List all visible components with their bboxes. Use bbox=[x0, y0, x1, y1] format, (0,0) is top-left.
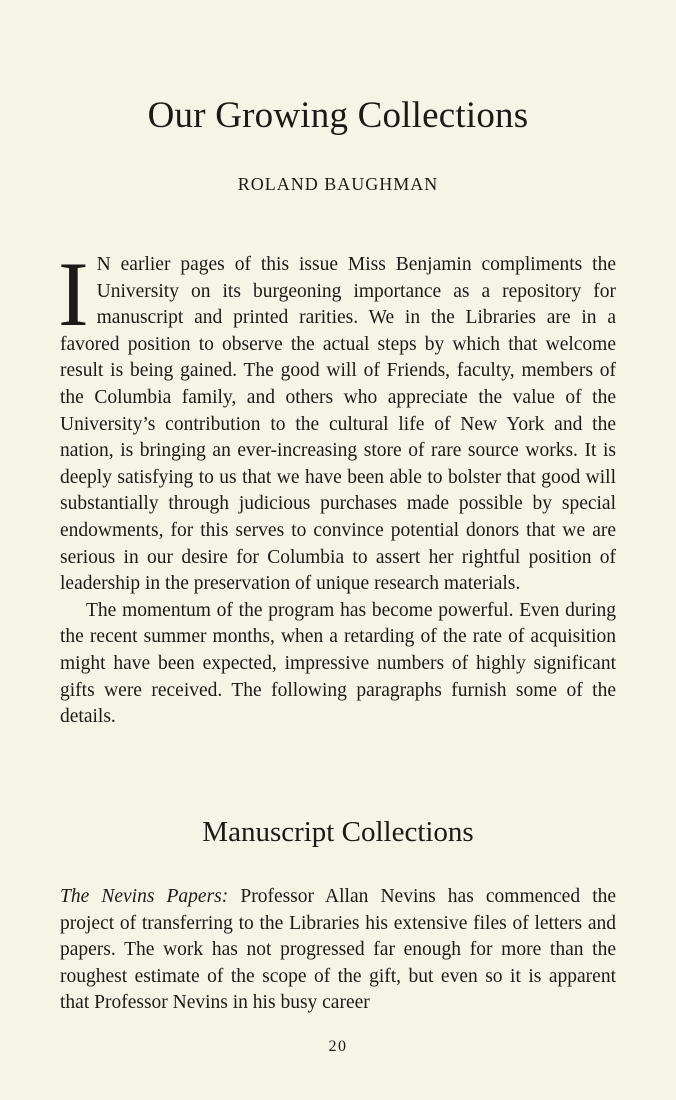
paragraph-2: The momentum of the program has become powerful. Even during the recent summer months, when a retarding of the rate of acquisition might have been expected, impressive numbers of highly significant gifts were received. The following paragraphs furnish some of the details. bbox=[60, 599, 616, 728]
section-paragraph bbox=[60, 884, 616, 1017]
section-text bbox=[60, 884, 616, 1017]
paragraph-1-text: N earlier pages of this issue Miss Benjamin compliments the University on its burgeoning importance as a repository for manuscript and printed rarities. We in the Libraries are in a favored position to observe the actual steps by which that welcome result is being gained. The good will of Friends, faculty, members of the Columbia family, and others who appreciate the value of the University’s contribution to the cultural life of New York and the nation, is bringing an ever-increasing store of rare source works. It is deeply satisfying to us that we have been able to bolster that good will substantially through judicious purchases made possible by special endowments, for this serves to convince potential donors that we are serious in our desire for Columbia to assert her rightful position of leadership in the preservation of unique research materials. bbox=[60, 254, 616, 595]
paragraph-1 bbox=[58, 243, 616, 598]
intro-text bbox=[58, 243, 616, 731]
section-paragraph-text: Professor Allan Nevins has commenced the project of transferring to the Libraries his extensive files of letters and papers. The work has not progressed far enough for more than the roughest estimate of the scope of the gift, but even so it is apparent that Professor Nevins in his busy career bbox=[60, 886, 617, 1014]
section-lead-italic: The Nevins Papers: bbox=[60, 886, 229, 907]
article-author: ROLAND BAUGHMAN bbox=[237, 174, 439, 194]
page-number: 20 bbox=[328, 1038, 348, 1055]
drop-cap: I bbox=[58, 243, 89, 345]
article-title: Our Growing Collections bbox=[147, 95, 529, 136]
section-heading: Manuscript Collections bbox=[202, 816, 474, 848]
